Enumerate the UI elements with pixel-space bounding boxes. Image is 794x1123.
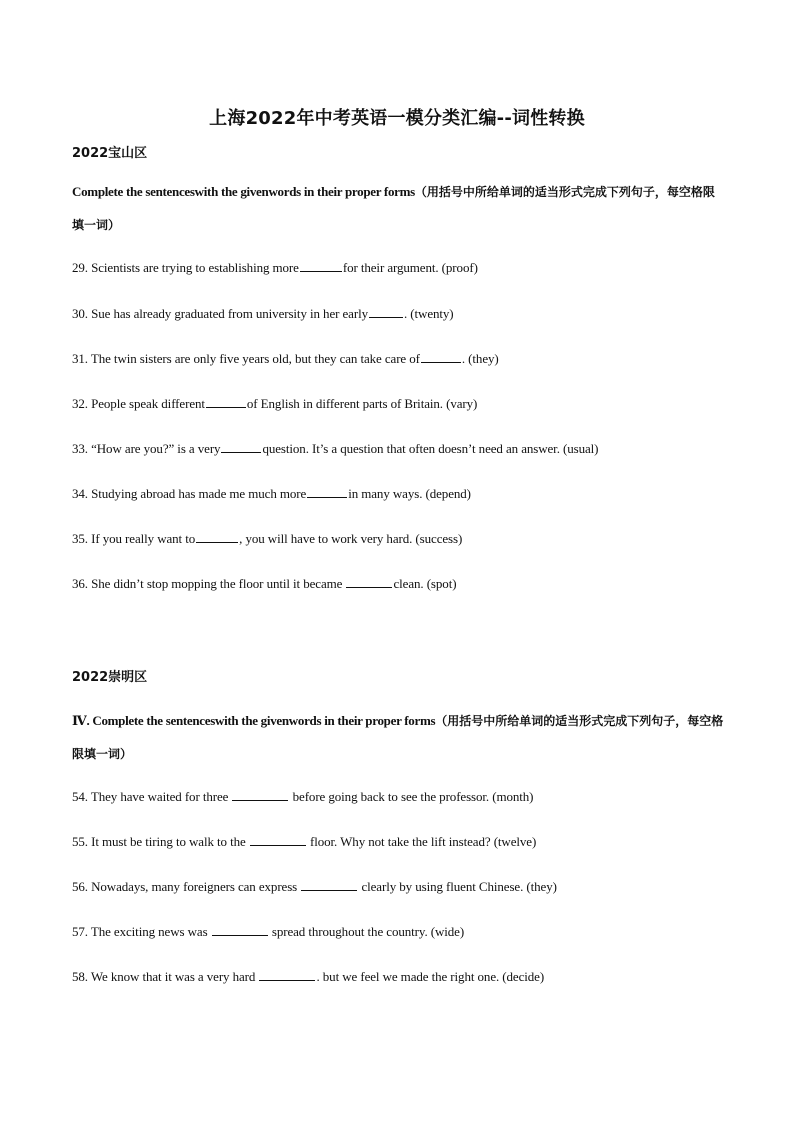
answer-blank[interactable] xyxy=(307,485,347,498)
question-item xyxy=(72,968,544,985)
instruction-chinese: （用括号中所给单词的适当形式完成下列句子，每空格限填一词） xyxy=(72,185,715,232)
question-text-after: clean. (spot) xyxy=(393,576,457,591)
question-item xyxy=(72,259,478,276)
answer-blank[interactable] xyxy=(212,923,268,936)
question-text-before: 57. The exciting news was xyxy=(72,924,208,939)
question-item xyxy=(72,350,499,367)
question-text-after: , you will have to work very hard. (success) xyxy=(239,531,463,546)
question-text-after: . (twenty) xyxy=(404,306,454,321)
section-instruction xyxy=(72,175,724,242)
question-text-before: 30. Sue has already graduated from university in her early xyxy=(72,306,368,321)
answer-blank[interactable] xyxy=(300,259,342,272)
question-item xyxy=(72,923,464,940)
question-text-after: . (they) xyxy=(461,351,499,366)
question-text-before: 31. The twin sisters are only five years old, but they can take care of xyxy=(72,351,420,366)
question-text-before: 29. Scientists are trying to establishing more xyxy=(72,260,299,275)
question-item xyxy=(72,485,471,502)
page-title: 上海2022年中考英语一模分类汇编--词性转换 xyxy=(209,108,585,129)
question-text-before: 36. She didn’t stop mopping the floor until it became xyxy=(72,576,343,591)
question-item xyxy=(72,530,462,547)
question-item xyxy=(72,395,477,412)
question-text-before: 55. It must be tiring to walk to the xyxy=(72,834,246,849)
question-item xyxy=(72,440,598,457)
instruction-english: Complete the sentenceswith the givenwords in their proper forms xyxy=(72,184,415,199)
answer-blank[interactable] xyxy=(346,575,392,588)
answer-blank[interactable] xyxy=(221,440,261,453)
question-item xyxy=(72,833,536,850)
question-text-after: for their argument. (proof) xyxy=(342,260,478,275)
answer-blank[interactable] xyxy=(369,305,403,318)
answer-blank[interactable] xyxy=(250,833,306,846)
instruction-chinese: （用括号中所给单词的适当形式完成下列句子，每空格限填一词） xyxy=(72,714,724,761)
question-text-before: 33. “How are you?” is a very xyxy=(72,441,221,456)
question-text-before: 56. Nowadays, many foreigners can express xyxy=(72,879,298,894)
district-heading: 2022崇明区 xyxy=(72,670,148,685)
question-text-before: 54. They have waited for three xyxy=(72,789,229,804)
answer-blank[interactable] xyxy=(206,395,246,408)
question-text-after: before going back to see the professor. (month) xyxy=(292,789,534,804)
district-heading: 2022宝山区 xyxy=(72,146,148,161)
instruction-english: Ⅳ. Complete the sentenceswith the givenwords in their proper forms xyxy=(72,713,436,728)
question-text-after: clearly by using fluent Chinese. (they) xyxy=(361,879,557,894)
question-text-before: 32. People speak different xyxy=(72,396,205,411)
answer-blank[interactable] xyxy=(259,968,315,981)
question-text-after: of English in different parts of Britain. (vary) xyxy=(246,396,478,411)
question-text-before: 34. Studying abroad has made me much more xyxy=(72,486,307,501)
section-instruction xyxy=(72,704,724,771)
question-text-after: . but we feel we made the right one. (decide) xyxy=(316,969,545,984)
question-item xyxy=(72,575,456,592)
answer-blank[interactable] xyxy=(196,530,238,543)
question-text-before: 35. If you really want to xyxy=(72,531,196,546)
question-text-after: in many ways. (depend) xyxy=(348,486,471,501)
question-item xyxy=(72,788,533,805)
answer-blank[interactable] xyxy=(421,350,461,363)
question-text-after: question. It’s a question that often doesn’t need an answer. (usual) xyxy=(262,441,599,456)
question-item xyxy=(72,305,454,322)
question-item xyxy=(72,878,557,895)
answer-blank[interactable] xyxy=(232,788,288,801)
question-text-after: floor. Why not take the lift instead? (twelve) xyxy=(310,834,537,849)
answer-blank[interactable] xyxy=(301,878,357,891)
question-text-before: 58. We know that it was a very hard xyxy=(72,969,256,984)
question-text-after: spread throughout the country. (wide) xyxy=(271,924,465,939)
